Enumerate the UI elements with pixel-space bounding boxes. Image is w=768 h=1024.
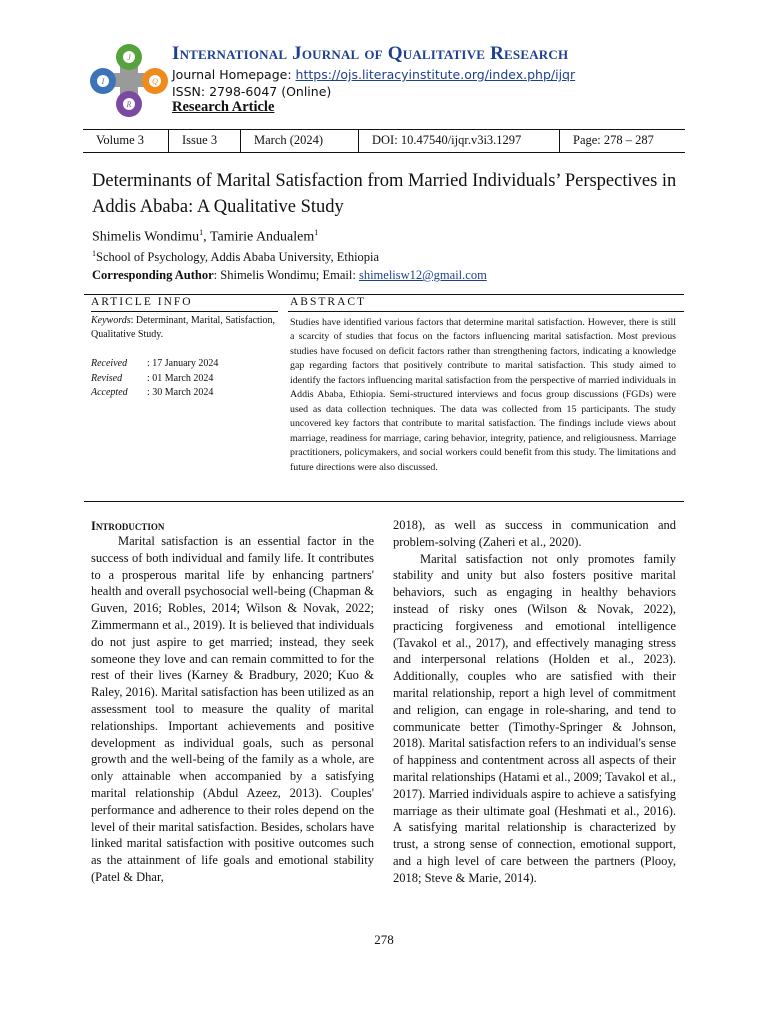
author-separator: ,: [203, 229, 210, 245]
article-info-rule: [91, 311, 278, 312]
date-revised: Revised : 01 March 2024: [91, 372, 214, 384]
abstract-rule: [288, 311, 684, 312]
date-accepted: Accepted : 30 March 2024: [91, 387, 214, 398]
svg-text:J: J: [127, 53, 131, 62]
keywords-label: Keywords: [91, 315, 131, 326]
abstract-text: Studies have identified various factors that determine marital satisfaction. However, there is still a scarcity of studies that focus on the factors influencing marital satisfaction. Most previous studies have focused on deficit factors rather than strengthening factors, indicating a knowledge gap regarding factors that positively contribute to marital satisfaction. This study aimed to identify the factors influencing marital satisfaction from the perspective of married individuals in Addis Ababa, Ethiopia. Semi-structured interviews and focus group discussions (FGDs) were used as data collection techniques. The data was collected from 15 participants. The study uncovered key factors that contribute to marital satisfaction. The findings include views about marriage, readiness for marriage, caring behavior, integrity, patience, and religiousness. Marriage practitioners, policymakers, and social workers could benefit from this study. The limitations and future directions were also discussed.: [290, 317, 676, 473]
paragraph: Marital satisfaction is an essential factor in the success of both individual and family life. It contributes to a prosperous marital life by enhancing partners' health and overall psychosocial well-being (Chapman & Guven, 2016; Robles, 2014; Wilson & Novak, 2022; Zimmermann et al., 2019). It is believed that individuals do not just aspire to get married; instead, they seek someone they love and can remain committed to for the rest of their lives (Karney & Bradbury, 2020; Kuo & Raley, 2016). Marital satisfaction has been utilized as an assessment tool to measure the quality of marital relationships. Important achievements and positive development as individual goals, such as personal growth and the well-being of the family as a whole, are only attainable when accompanied by a satisfying marital relationship (Abdul Azeez, 2013). Couples' performance and adherence to their roles depend on the level of their marital satisfaction. Besides, scholars have linked marital satisfaction with positive outcomes such as the attainment of life goals and emotional stability (Patel & Dhar,: [91, 534, 374, 884]
journal-homepage: [172, 67, 575, 82]
svg-text:R: R: [126, 100, 132, 109]
author-2: Tamirie Andualem: [209, 229, 315, 245]
abstract-heading: ABSTRACT: [290, 296, 367, 308]
homepage-link[interactable]: https://ojs.literacyinstitute.org/index.php/ijqr: [295, 67, 576, 82]
date-received: Received : 17 January 2024: [91, 358, 219, 369]
corresponding-email-link[interactable]: shimelisw12@gmail.com: [358, 268, 487, 282]
authors: [92, 228, 318, 246]
body-column-left: [91, 533, 374, 886]
journal-name: International Journal of Qualitative Research: [172, 43, 569, 64]
keywords-text: : Determinant, Marital, Satisfaction, Qualitative Study.: [91, 315, 276, 340]
volume: Volume 3: [83, 130, 169, 152]
introduction-heading: Introduction: [91, 519, 165, 533]
article-title: Determinants of Marital Satisfaction from Married Individuals’ Perspectives in Addis Ababa: A Qualitative Study: [92, 171, 677, 217]
issn: ISSN: 2798-6047 (Online): [172, 84, 332, 99]
svg-text:Q: Q: [152, 77, 158, 86]
corresponding-author: [92, 268, 487, 283]
paragraph: Marital satisfaction not only promotes family stability and unity but also fosters positive marital behaviors, such as engaging in healthy behaviors instead of risky ones (Wilson & Novak, 2022), practicing forgiveness and emotional intelligence (Tavakol et al., 2017), and effectively managing stress and interpersonal relations (Holden et al., 2023). Additionally, couples who are satisfied with their marital relationship, report a high level of commitment and religion, can engage in role-sharing, and tend to communicate better (Timothy-Springer & Johnson, 2018). Marital satisfaction refers to an individual's sense of happiness and contentment across all aspects of their marital relationships (Hatami et al., 2009; Tavakol et al., 2017). Married individuals aspire to achieve a satisfying marriage as their ultimate goal (Heshmati et al., 2016). A satisfying marital relationship is characterized by trust, a strong sense of connection, emotional support, and a high level of care between the partners (Plooy, 2018; Steve & Marie, 2014).: [393, 551, 676, 885]
divider-bottom: [84, 501, 684, 502]
page-range: Page: 278 – 287: [573, 133, 654, 147]
affiliation: [92, 249, 379, 265]
corresponding-text: : Shimelis Wondimu; Email:: [213, 268, 359, 282]
journal-logo: [88, 43, 170, 117]
body-column-right: [393, 517, 676, 887]
author-2-affil-mark: 1: [314, 228, 319, 237]
article-type: Research Article: [172, 99, 275, 115]
issue: Issue 3: [169, 130, 241, 152]
author-1-affil-mark: 1: [199, 228, 204, 237]
divider-top: [84, 294, 684, 295]
publication-date: March (2024): [241, 130, 359, 152]
article-dates: [91, 357, 218, 401]
issue-info-row: [83, 129, 685, 153]
svg-text:I: I: [101, 77, 105, 86]
homepage-label: Journal Homepage:: [172, 67, 296, 82]
doi: DOI: 10.47540/ijqr.v3i3.1297: [359, 130, 560, 152]
affiliation-mark: 1: [92, 249, 96, 258]
page-number: 278: [374, 932, 394, 947]
article-info-heading: ARTICLE INFO: [91, 296, 193, 308]
paragraph: 2018), as well as success in communication and problem-solving (Zaheri et al., 2020).: [393, 518, 676, 549]
affiliation-text: School of Psychology, Addis Ababa University, Ethiopia: [96, 250, 380, 265]
keywords: [91, 314, 277, 342]
author-1: Shimelis Wondimu: [92, 229, 200, 245]
corresponding-label: Corresponding Author: [92, 268, 214, 282]
